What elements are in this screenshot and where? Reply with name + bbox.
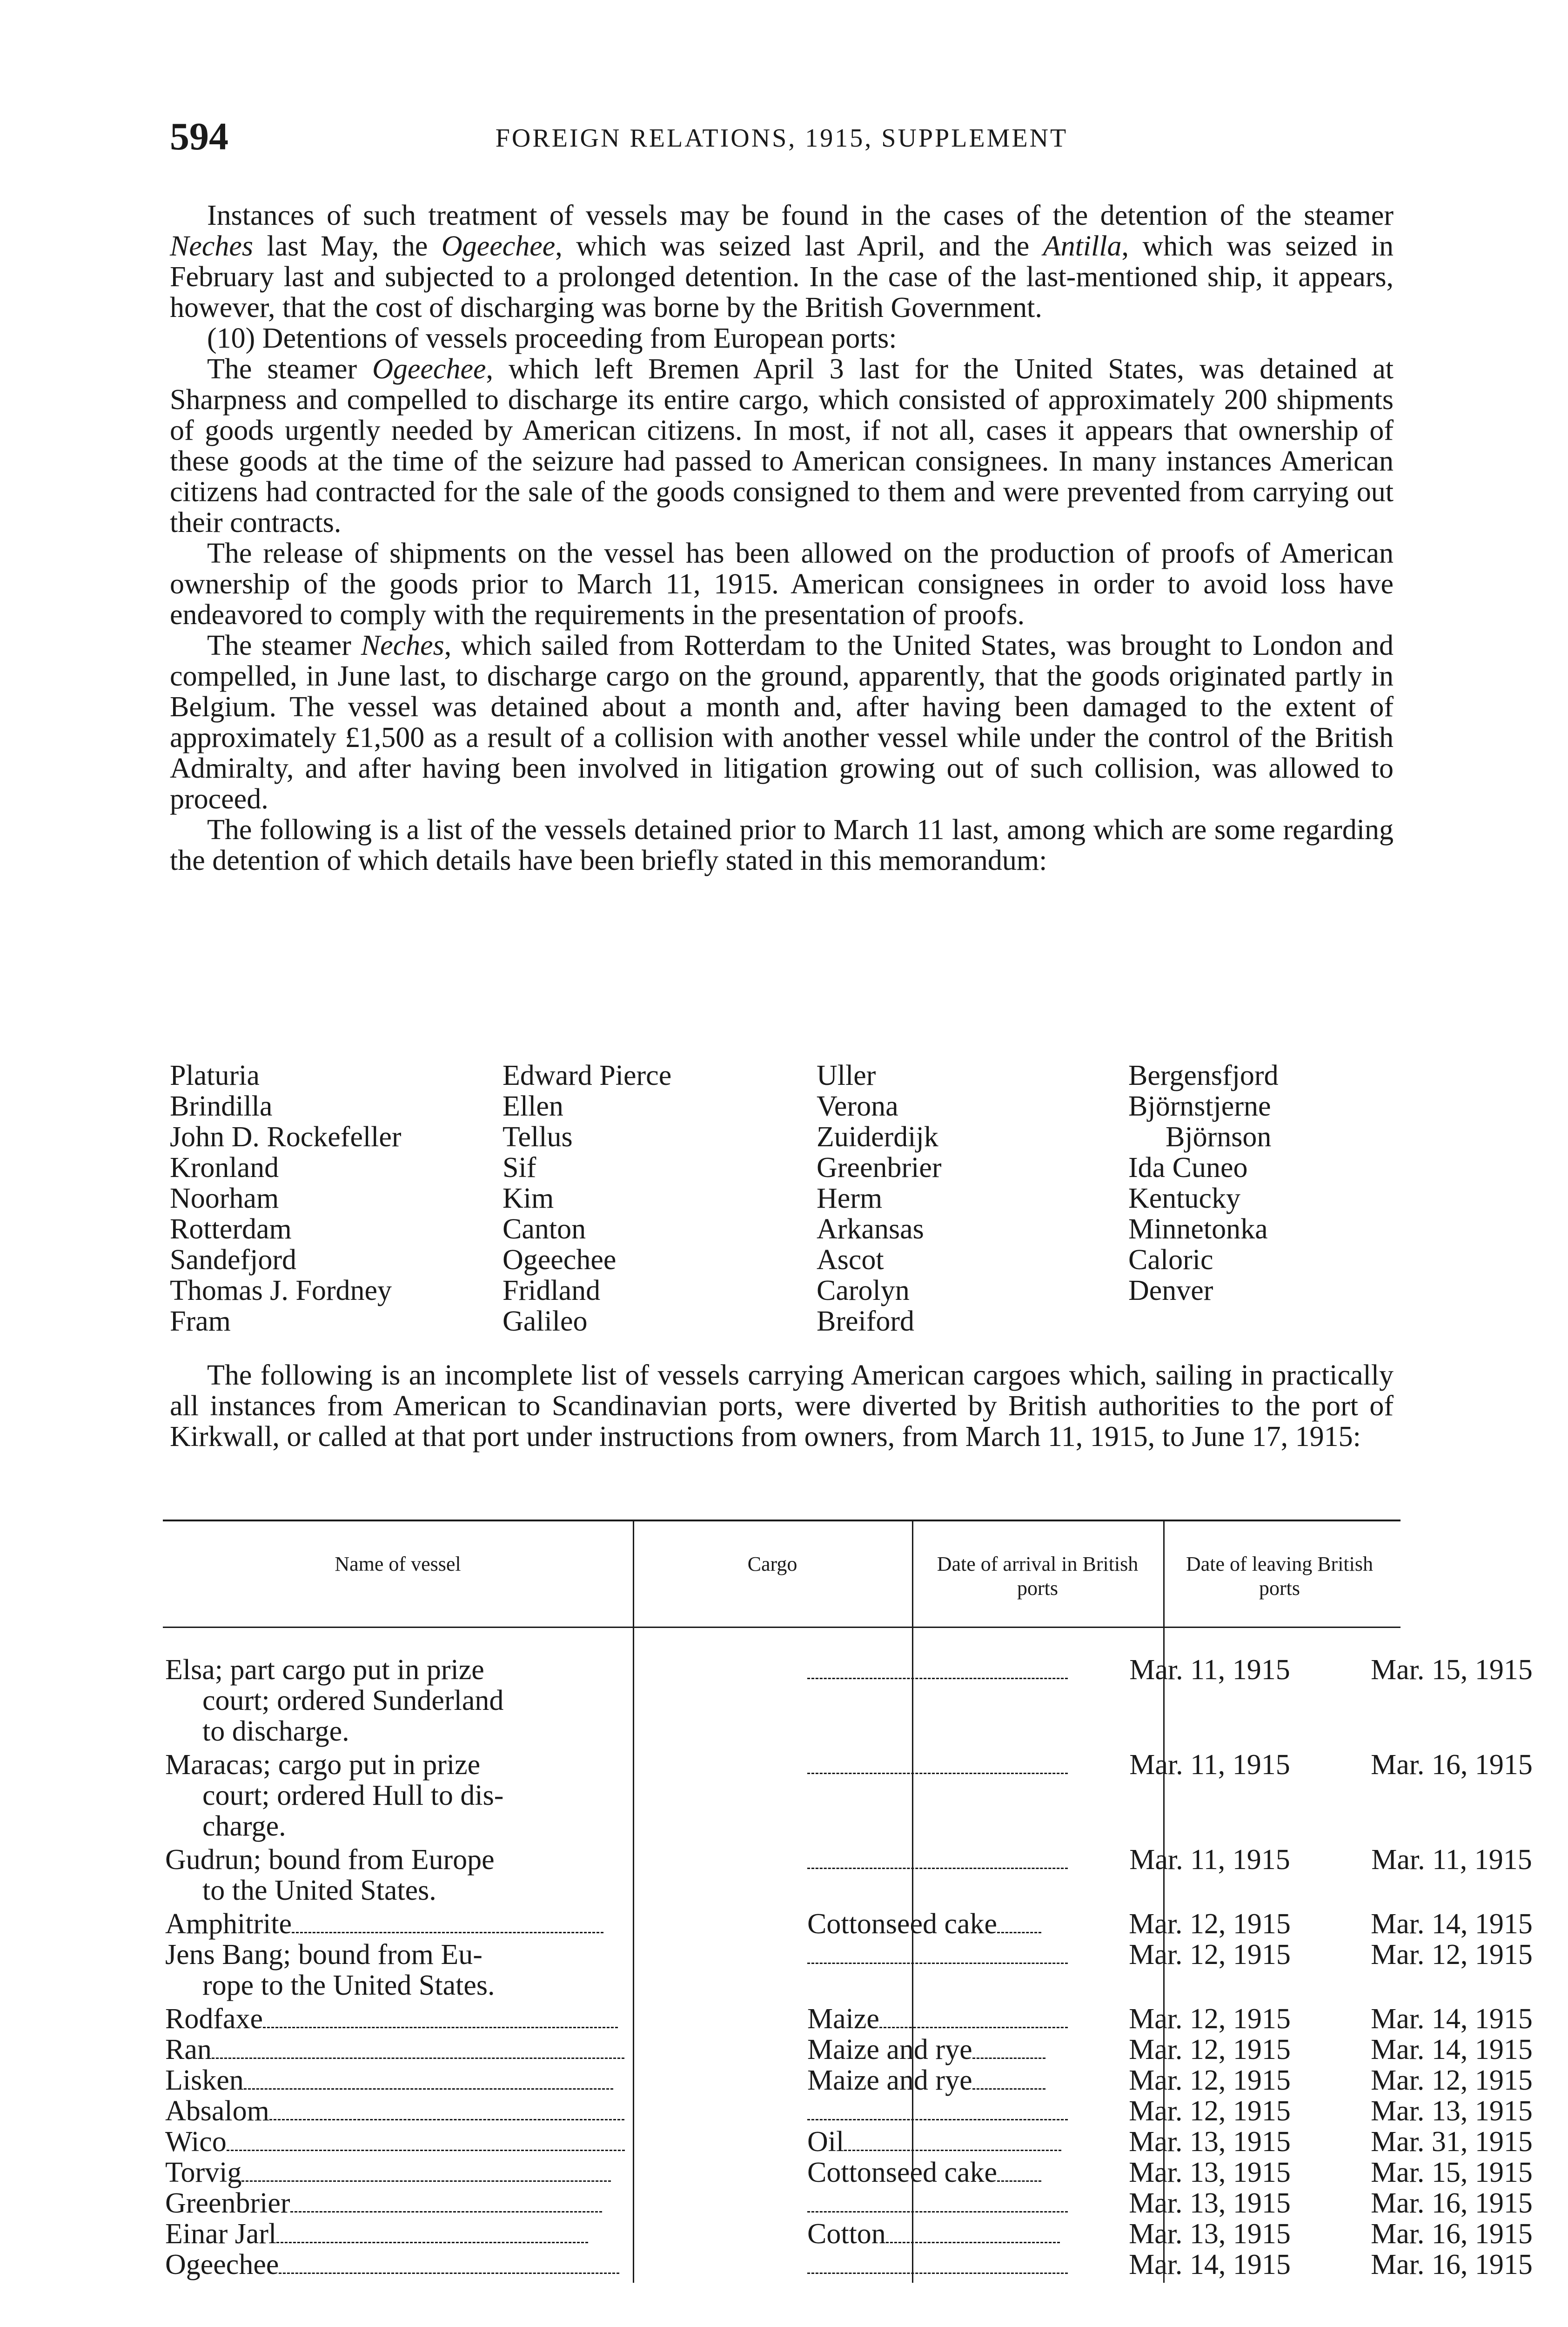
cell-arrival-date: Mar. 12, 1915 [1129,2003,1291,2035]
list-item: Sandefjord [170,1244,297,1276]
list-item: Galileo [503,1305,588,1337]
list-item: John D. Rockefeller [170,1121,402,1153]
list-item: Fram [170,1305,231,1337]
cell-cargo: Maize and rye [807,2034,1072,2065]
list-item: Thomas J. Fordney [170,1275,392,1306]
cell-cargo: Maize [807,2004,1072,2034]
cell-arrival-date: Mar. 11, 1915 [1129,1654,1290,1686]
dot-leader [292,1909,603,1933]
cell-leaving-date: Mar. 14, 1915 [1371,2034,1533,2065]
vessel-name-line: court; ordered Hull to dis- [202,1780,504,1811]
vessel-name-line: Lisken [165,2065,770,2096]
list-item: Platuria [170,1060,260,1091]
list-item: Kim [503,1183,554,1214]
dot-leader [807,1844,1068,1869]
dot-leader [290,2188,602,2213]
vessel-name-line: Ran [165,2034,770,2065]
dot-leader [807,1654,1068,1679]
cell-cargo: Cottonseed cake [807,2157,1072,2188]
vessel-column-3 [817,1060,942,1337]
paragraph: The following is an incomplete list of vessels carrying American cargoes which, sailing in practically all instances from American to Scandinavian ports, were diverted by British authorities to the port of Kirkwall, or called at that port under instructions from owners, from March 11, 1915, to June 17, 1915: [170,1359,1394,1453]
cell-vessel-name [165,1909,770,1939]
list-item: Björnson [1166,1121,1272,1153]
dot-leader [279,2249,619,2274]
cell-vessel-name [165,2157,770,2188]
cell-vessel-name [165,2188,770,2219]
list-item: Noorham [170,1183,279,1214]
dot-leader [276,2219,588,2243]
list-item: Ida Cuneo [1128,1152,1248,1184]
cell-leaving-date: Mar. 15, 1915 [1371,1654,1533,1686]
vessel-name-line: Gudrun; bound from Europe [165,1844,495,1876]
dot-leader [244,2065,613,2090]
list-item: Fridland [503,1275,601,1306]
list-item: Kronland [170,1152,279,1184]
list-item: Denver [1128,1275,1213,1306]
list-item: Edward Pierce [503,1060,672,1091]
cell-arrival-date: Mar. 13, 1915 [1129,2126,1291,2158]
cell-cargo [807,1749,1072,1780]
cell-arrival-date: Mar. 12, 1915 [1129,2065,1291,2096]
cell-arrival-date: Mar. 11, 1915 [1129,1844,1290,1876]
list-item: Uller [817,1060,876,1091]
dot-leader [879,2004,1068,2028]
vessel-name-line: to discharge. [202,1715,349,1747]
list-item: Zuiderdijk [817,1121,938,1153]
cell-cargo: Maize and rye [807,2065,1072,2096]
dot-leader [227,2126,625,2151]
dot-leader [807,1749,1068,1774]
header-name: Name of vessel [335,1553,461,1575]
cell-leaving-date: Mar. 15, 1915 [1371,2157,1533,2188]
cell-leaving-date: Mar. 12, 1915 [1371,2065,1533,2096]
list-item: Carolyn [817,1275,910,1306]
cell-cargo [807,1939,1072,1970]
page-number: 594 [170,115,228,158]
list-item: Ogeechee [503,1244,616,1276]
dot-leader [269,2096,624,2120]
cell-vessel-name [165,1749,770,1842]
list-item: Arkansas [817,1213,924,1245]
cell-leaving-date: Mar. 14, 1915 [1371,1908,1533,1940]
cell-leaving-date: Mar. 11, 1915 [1371,1844,1532,1876]
dot-leader [807,1939,1068,1964]
running-head: FOREIGN RELATIONS, 1915, SUPPLEMENT [495,124,1068,153]
cell-arrival-date: Mar. 13, 1915 [1129,2187,1291,2219]
cell-cargo [807,1844,1072,1875]
vessel-name-line: Maracas; cargo put in prize [165,1749,481,1781]
paragraph: The steamer Ogeechee, which left Bremen April 3 last for the United States, was detained at Sharpness and compelled to discharge its entire cargo, which consisted of approximately 200 shipments of goods urgently needed by American citizens. In most, if not all, cases it appears that ownership of these goods at the time of the seizure had passed to American consignees. In many instances American citizens had contracted for the sale of the goods consigned to them and were prevented from carrying out their contracts. [170,353,1394,538]
dot-leader [972,2065,1045,2090]
list-item: Minnetonka [1128,1213,1268,1245]
dot-leader [844,2126,1061,2151]
cell-arrival-date: Mar. 12, 1915 [1129,1939,1291,1971]
body-text-lower [170,1360,1394,1452]
cell-leaving-date: Mar. 13, 1915 [1371,2095,1533,2127]
cell-arrival-date: Mar. 12, 1915 [1129,2034,1291,2065]
cell-leaving-date: Mar. 16, 1915 [1371,2187,1533,2219]
cell-vessel-name [165,2249,770,2280]
cell-vessel-name [165,2219,770,2249]
paragraph: The steamer Neches, which sailed from Rotterdam to the United States, was brought to London and compelled, in June last, to discharge cargo on the ground, apparently, that the goods originated partly in Belgium. The vessel was detained about a month and, after having been damaged to the extent of approximately £1,500 as a result of a collision with another vessel while under the control of the British Admiralty, and after having been involved in litigation growing out of such collision, was allowed to proceed. [170,630,1394,815]
cell-arrival-date: Mar. 14, 1915 [1129,2249,1291,2280]
dot-leader [241,2157,611,2182]
vessel-name-line: Wico [165,2126,770,2157]
vessel-name-line: Ogeechee [165,2249,770,2280]
dot-leader [807,2096,1068,2120]
cell-vessel-name [165,1654,770,1747]
cell-cargo: Cottonseed cake [807,1909,1072,1939]
vessel-name-line: Rodfaxe [165,2004,770,2034]
list-item: Greenbrier [817,1152,942,1184]
page-header [170,114,1394,165]
header-leaving: Date of leaving British ports [1186,1553,1373,1600]
cell-vessel-name [165,1844,770,1906]
list-item: Tellus [503,1121,573,1153]
dot-leader [263,2004,618,2028]
cell-arrival-date: Mar. 13, 1915 [1129,2157,1291,2188]
vessel-name-line: charge. [202,1810,286,1842]
vessel-name-line: Jens Bang; bound from Eu- [165,1939,482,1971]
vessel-name-line: to the United States. [202,1875,436,1906]
table-header-rule [163,1627,1400,1628]
vessel-name-line: court; ordered Sunderland [202,1685,504,1716]
list-item: Kentucky [1128,1183,1241,1214]
cell-vessel-name [165,2065,770,2096]
dot-leader [807,2188,1068,2213]
vessel-name-line: Absalom [165,2096,770,2126]
cell-cargo [807,2188,1072,2219]
paragraph: The release of shipments on the vessel has been allowed on the production of proofs of American ownership of the goods prior to March 11, 1915. American consignees in order to avoid loss have endeavored to comply with the requirements in the presentation of proofs. [170,538,1394,631]
list-item: Ellen [503,1090,563,1122]
list-item: Canton [503,1213,586,1245]
cell-cargo: Cotton [807,2219,1072,2249]
list-item: Brindilla [170,1090,273,1122]
vessel-column-1 [170,1060,402,1337]
list-item: Caloric [1128,1244,1213,1276]
cell-arrival-date: Mar. 11, 1915 [1129,1749,1290,1781]
cell-arrival-date: Mar. 13, 1915 [1129,2218,1291,2250]
cell-leaving-date: Mar. 12, 1915 [1371,1939,1533,1971]
dot-leader [997,2157,1041,2182]
cell-leaving-date: Mar. 16, 1915 [1371,2218,1533,2250]
vessel-column-4 [1128,1060,1279,1306]
cell-cargo [807,2249,1072,2280]
cell-cargo: Oil [807,2126,1072,2157]
list-item: Ascot [817,1244,884,1276]
cell-cargo [807,2096,1072,2126]
header-arrival: Date of arrival in British ports [937,1553,1139,1600]
dot-leader [807,2249,1068,2274]
list-item: Björnstjerne [1128,1090,1271,1122]
cell-vessel-name [165,2034,770,2065]
paragraph: Instances of such treatment of vessels may be found in the cases of the detention of the steamer Neches last May, the Ogeechee, which was seized last April, and the Antilla, which was seized in February last and subjected to a prolonged detention. In the case of the last-mentioned ship, it appears, however, that the cost of discharging was borne by the British Government. [170,200,1394,323]
cell-arrival-date: Mar. 12, 1915 [1129,1908,1291,1940]
cell-leaving-date: Mar. 14, 1915 [1371,2003,1533,2035]
header-cargo: Cargo [747,1553,797,1575]
list-item: Rotterdam [170,1213,292,1245]
vessel-name-line: Torvig [165,2157,770,2188]
cell-vessel-name [165,1939,770,2001]
cell-vessel-name [165,2096,770,2126]
list-item: Bergensfjord [1128,1060,1279,1091]
vessel-name-line: rope to the United States. [202,1970,495,2001]
cell-leaving-date: Mar. 16, 1915 [1371,1749,1533,1781]
body-text-upper [170,200,1394,876]
list-item: Verona [817,1090,898,1122]
dot-leader [972,2034,1045,2059]
table-top-rule [163,1520,1400,1521]
vessel-name-line: Greenbrier [165,2188,770,2219]
cell-vessel-name [165,2004,770,2034]
paragraph: The following is a list of the vessels detained prior to March 11 last, among which are some regarding the detention of which details have been briefly stated in this memorandum: [170,814,1394,876]
list-item: Sif [503,1152,536,1184]
list-item: Herm [817,1183,883,1214]
dot-leader [886,2219,1060,2243]
list-item: Breiford [817,1305,915,1337]
vessel-name-line: Amphitrite [165,1909,770,1939]
dot-leader [212,2034,624,2059]
cell-cargo [807,1654,1072,1685]
vessel-column-2 [503,1060,671,1337]
vessel-name-line: Einar Jarl [165,2219,770,2249]
paragraph: (10) Detentions of vessels proceeding from European ports: [207,323,897,354]
dot-leader [997,1909,1041,1933]
vessel-name-line: Elsa; part cargo put in prize [165,1654,484,1686]
cell-vessel-name [165,2126,770,2157]
cell-leaving-date: Mar. 31, 1915 [1371,2126,1533,2158]
cell-arrival-date: Mar. 12, 1915 [1129,2095,1291,2127]
cell-leaving-date: Mar. 16, 1915 [1371,2249,1533,2280]
